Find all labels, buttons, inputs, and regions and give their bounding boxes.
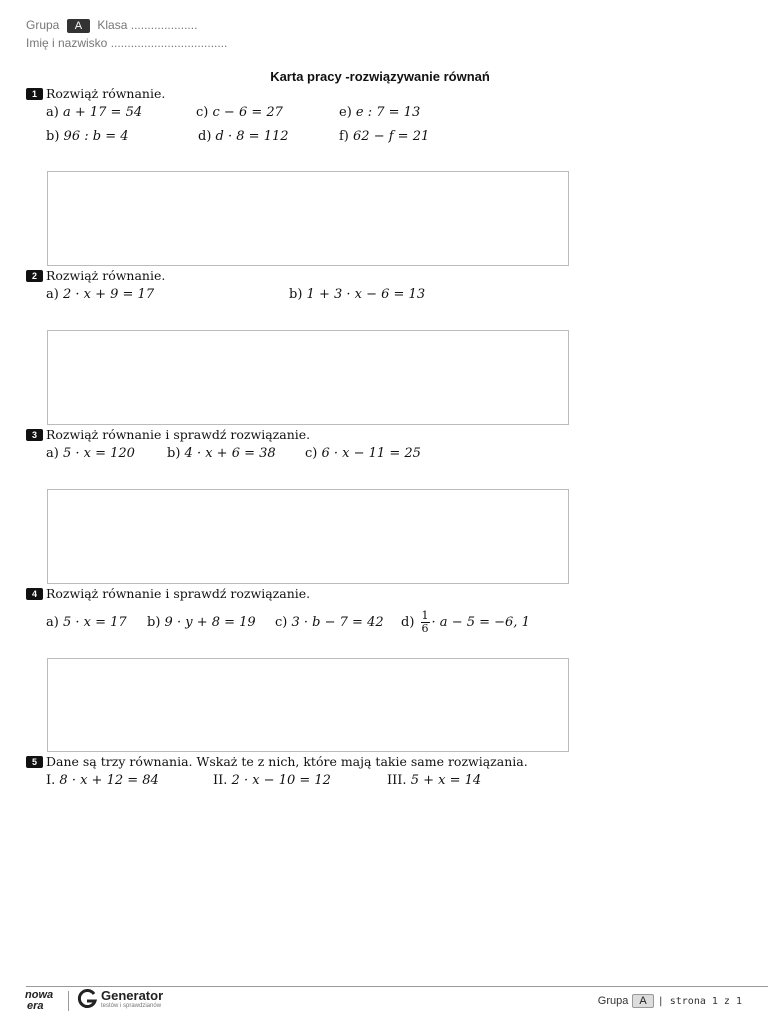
- task-number-badge: 3: [26, 429, 43, 441]
- task-1-row-1: [26, 105, 421, 129]
- task-1-row-2: [26, 129, 430, 153]
- name-line: Imię i nazwisko ...................................: [26, 36, 228, 50]
- footer-group-badge: A: [632, 994, 653, 1008]
- answer-box-2[interactable]: [47, 330, 569, 425]
- task-3-header: [26, 427, 310, 442]
- task-number-badge: 2: [26, 270, 43, 282]
- task-2-row: [26, 287, 426, 311]
- generator-g-icon: [76, 988, 98, 1010]
- equation-b: b) 96 : b = 4: [46, 129, 129, 144]
- class-label: Klasa ....................: [97, 18, 198, 32]
- group-label: Grupa: [26, 18, 60, 32]
- page-number: | strona 1 z 1: [657, 995, 742, 1007]
- task-4: [26, 586, 530, 639]
- equation-c: c) c − 6 = 27: [196, 105, 283, 120]
- task-1-header: [26, 86, 165, 101]
- task-4-header: [26, 586, 310, 601]
- equation-i: I. 8 · x + 12 = 84: [46, 773, 159, 788]
- equation-a: a) 5 · x = 120: [46, 446, 135, 461]
- group-badge: A: [67, 19, 90, 33]
- equation-a: a) 2 · x + 9 = 17: [46, 287, 155, 302]
- equation-c: c) 3 · b − 7 = 42: [275, 615, 384, 630]
- equation-e: e) e : 7 = 13: [339, 105, 421, 120]
- page-info: [598, 994, 742, 1008]
- generator-logo: Generator testów i sprawdzianów: [76, 988, 163, 1010]
- task-5: [26, 754, 528, 797]
- equation-b: b) 4 · x + 6 = 38: [167, 446, 276, 461]
- equation-b: b) 9 · y + 8 = 19: [147, 615, 256, 630]
- equation-b: b) 1 + 3 · x − 6 = 13: [289, 287, 426, 302]
- nowa-era-logo: nowa era: [25, 989, 54, 1012]
- fraction: $\frac{1}{6}$: [421, 608, 429, 635]
- footer-group-label: Grupa: [597, 995, 629, 1007]
- task-number-badge: 4: [26, 588, 43, 600]
- page-title: Karta pracy -rozwiązywanie równań: [270, 69, 490, 84]
- task-2-header: [26, 268, 165, 283]
- equation-f: f) 62 − f = 21: [339, 129, 430, 144]
- task-1: [26, 86, 430, 153]
- task-3-row: [26, 446, 421, 470]
- equation-a: a) 5 · x = 17: [46, 615, 127, 630]
- equation-c: c) 6 · x − 11 = 25: [305, 446, 421, 461]
- task-number-badge: 1: [26, 88, 43, 100]
- equation-d: d) $\frac{1}{6}$ · a − 5 = −6, 1: [401, 608, 530, 635]
- task-2: [26, 268, 426, 311]
- task-3: [26, 427, 421, 470]
- task-instruction: Rozwiąż równanie.: [46, 268, 166, 283]
- logo-separator: [68, 991, 69, 1011]
- answer-box-1[interactable]: [47, 171, 569, 266]
- task-instruction: Rozwiąż równanie i sprawdź rozwiązanie.: [46, 427, 311, 442]
- equation-a: a) a + 17 = 54: [46, 105, 143, 120]
- task-number-badge: 5: [26, 756, 43, 768]
- task-5-header: [26, 754, 528, 769]
- group-class-line: [26, 18, 197, 33]
- task-instruction: Rozwiąż równanie.: [46, 86, 166, 101]
- equation-d: d) d · 8 = 112: [198, 129, 289, 144]
- answer-box-3[interactable]: [47, 489, 569, 584]
- equation-ii: II. 2 · x − 10 = 12: [213, 773, 331, 788]
- answer-box-4[interactable]: [47, 658, 569, 752]
- task-instruction: Rozwiąż równanie i sprawdź rozwiązanie.: [46, 586, 311, 601]
- task-5-row: [26, 773, 528, 797]
- equation-iii: III. 5 + x = 14: [387, 773, 482, 788]
- footer-divider: [26, 986, 768, 987]
- task-instruction: Dane są trzy równania. Wskaż te z nich, które mają takie same rozwiązania.: [46, 754, 528, 769]
- task-4-row: [26, 605, 530, 639]
